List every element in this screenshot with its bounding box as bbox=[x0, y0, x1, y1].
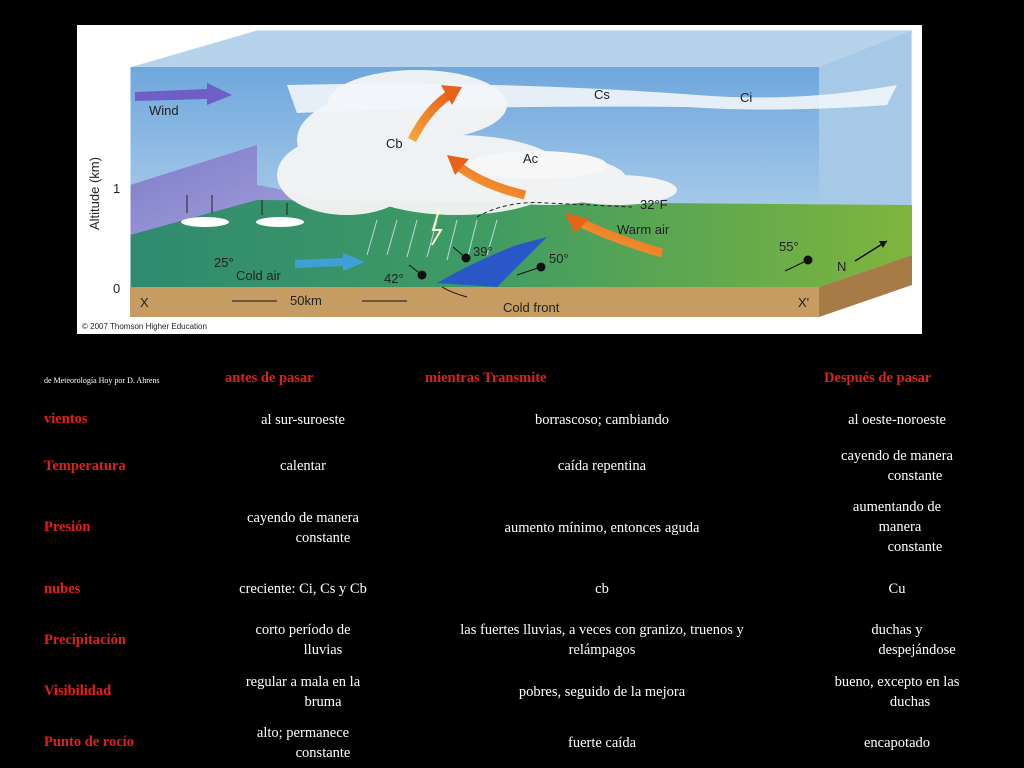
row-label-temperatura: Temperatura bbox=[44, 458, 126, 474]
cell-presion-during: aumento mínimo, entonces aguda bbox=[504, 520, 700, 536]
temp-55: 55° bbox=[779, 239, 799, 254]
cell-precipitacion-after: duchas y despejándose bbox=[871, 622, 956, 658]
header-after: Después de pasar bbox=[824, 370, 932, 386]
cell-punto-de-rocio-after: encapotado bbox=[863, 735, 931, 751]
row-label-vientos: vientos bbox=[44, 411, 88, 427]
label-ac: Ac bbox=[523, 151, 539, 166]
soil-cross-section bbox=[130, 287, 819, 317]
header-before: antes de pasar bbox=[225, 370, 314, 386]
section-x-left: X bbox=[140, 295, 149, 310]
cell-temperatura-during: caída repentina bbox=[557, 458, 647, 474]
row-label-nubes: nubes bbox=[44, 581, 81, 597]
cell-temperatura-after: cayendo de manera constante bbox=[841, 448, 953, 484]
label-ci: Ci bbox=[740, 90, 753, 105]
north-label: N bbox=[837, 259, 847, 274]
cell-nubes-during: cb bbox=[595, 581, 609, 597]
label-freezing: 32°F bbox=[640, 197, 668, 212]
cell-temperatura-before: calentar bbox=[280, 458, 326, 474]
row-label-visibilidad: Visibilidad bbox=[44, 683, 112, 699]
cell-precipitacion-before: corto período de lluvias bbox=[255, 622, 351, 658]
distance-label: 50km bbox=[290, 293, 322, 308]
copyright-label: © 2007 Thomson Higher Education bbox=[82, 322, 207, 331]
cell-precipitacion-during: las fuertes lluvias, a veces con granizo, truenos y relámpagos bbox=[460, 622, 744, 658]
cell-punto-de-rocio-before: alto; permanece constante bbox=[256, 725, 351, 761]
header-during: mientras Transmite bbox=[425, 370, 547, 386]
altitude-tick-1: 1 bbox=[113, 181, 121, 196]
altitude-tick-0: 0 bbox=[113, 281, 121, 296]
wind-label: Wind bbox=[149, 103, 179, 118]
cell-presion-before: cayendo de manera constante bbox=[247, 510, 359, 546]
cell-presion-after: aumentando de manera constante bbox=[852, 499, 943, 555]
row-label-punto-de-rocio: Punto de rocío bbox=[44, 734, 134, 750]
cell-vientos-during: borrascoso; cambiando bbox=[534, 412, 670, 428]
temp-50: 50° bbox=[549, 251, 569, 266]
cold-front-diagram bbox=[77, 25, 922, 334]
cell-vientos-after: al oeste-noroeste bbox=[848, 412, 946, 428]
temp-25: 25° bbox=[214, 255, 234, 270]
label-cs: Cs bbox=[594, 87, 610, 102]
cell-vientos-before: al sur-suroeste bbox=[261, 412, 345, 428]
label-cb: Cb bbox=[386, 136, 403, 151]
cell-visibilidad-before: regular a mala en la bruma bbox=[245, 674, 361, 710]
temp-39: 39° bbox=[473, 244, 493, 259]
section-x-right: X' bbox=[798, 295, 810, 310]
cell-punto-de-rocio-during: fuerte caída bbox=[567, 735, 637, 751]
cell-nubes-after: Cu bbox=[888, 581, 906, 597]
temp-42: 42° bbox=[384, 271, 404, 286]
row-label-precipitacion: Precipitación bbox=[44, 632, 126, 648]
cell-nubes-before: creciente: Ci, Cs y Cb bbox=[239, 581, 367, 597]
cell-visibilidad-during: pobres, seguido de la mejora bbox=[518, 684, 686, 700]
cold-front-label: Cold front bbox=[503, 300, 560, 315]
source-credit: de Meteorología Hoy por D. Ahrens bbox=[44, 376, 160, 385]
label-cold-air: Cold air bbox=[236, 268, 281, 283]
row-label-presion: Presión bbox=[44, 519, 91, 535]
cell-visibilidad-after: bueno, excepto en las duchas bbox=[834, 674, 960, 710]
box-top-face bbox=[130, 30, 912, 67]
altitude-axis-label: Altitude (km) bbox=[87, 157, 102, 230]
label-warm-air: Warm air bbox=[617, 222, 670, 237]
